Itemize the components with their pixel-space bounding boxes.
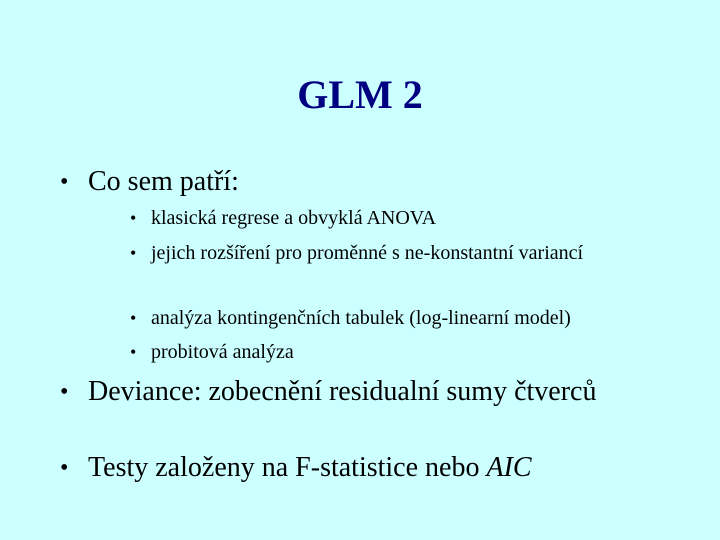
sub-bullet-marker: •: [130, 243, 137, 263]
bullet-text: Deviance: zobecnění residualní sumy čtverců: [88, 376, 597, 407]
bullet-text: Co sem patří:: [88, 166, 239, 197]
bullet-text: Testy založeny na F-statistice nebo: [88, 452, 487, 483]
sub-bullet-text: analýza kontingenčních tabulek (log-linearní model): [151, 307, 571, 329]
sub-bullet-item-2: [130, 240, 630, 266]
sub-bullet-marker: •: [130, 208, 137, 228]
sub-bullet-text: probitová analýza: [151, 341, 294, 363]
sub-bullet-item-1: [130, 205, 670, 231]
bullet-marker: •: [60, 169, 69, 195]
sub-bullet-text: klasická regrese a obvyklá ANOVA: [151, 207, 437, 229]
bullet-text-italic: AIC: [486, 452, 532, 483]
bullet-marker: •: [60, 455, 69, 481]
sub-bullet-item-3: [130, 305, 670, 331]
bullet-item-2: [60, 376, 600, 408]
slide-title: GLM 2: [297, 72, 423, 117]
bullet-item-3: [60, 452, 640, 484]
bullet-item-1: [60, 166, 640, 198]
sub-bullet-item-4: [130, 339, 670, 365]
sub-bullet-marker: •: [130, 342, 137, 362]
sub-bullet-marker: •: [130, 308, 137, 328]
sub-bullet-text: jejich rozšíření pro proměnné s ne-konstantní variancí: [151, 242, 584, 264]
bullet-marker: •: [60, 379, 69, 405]
